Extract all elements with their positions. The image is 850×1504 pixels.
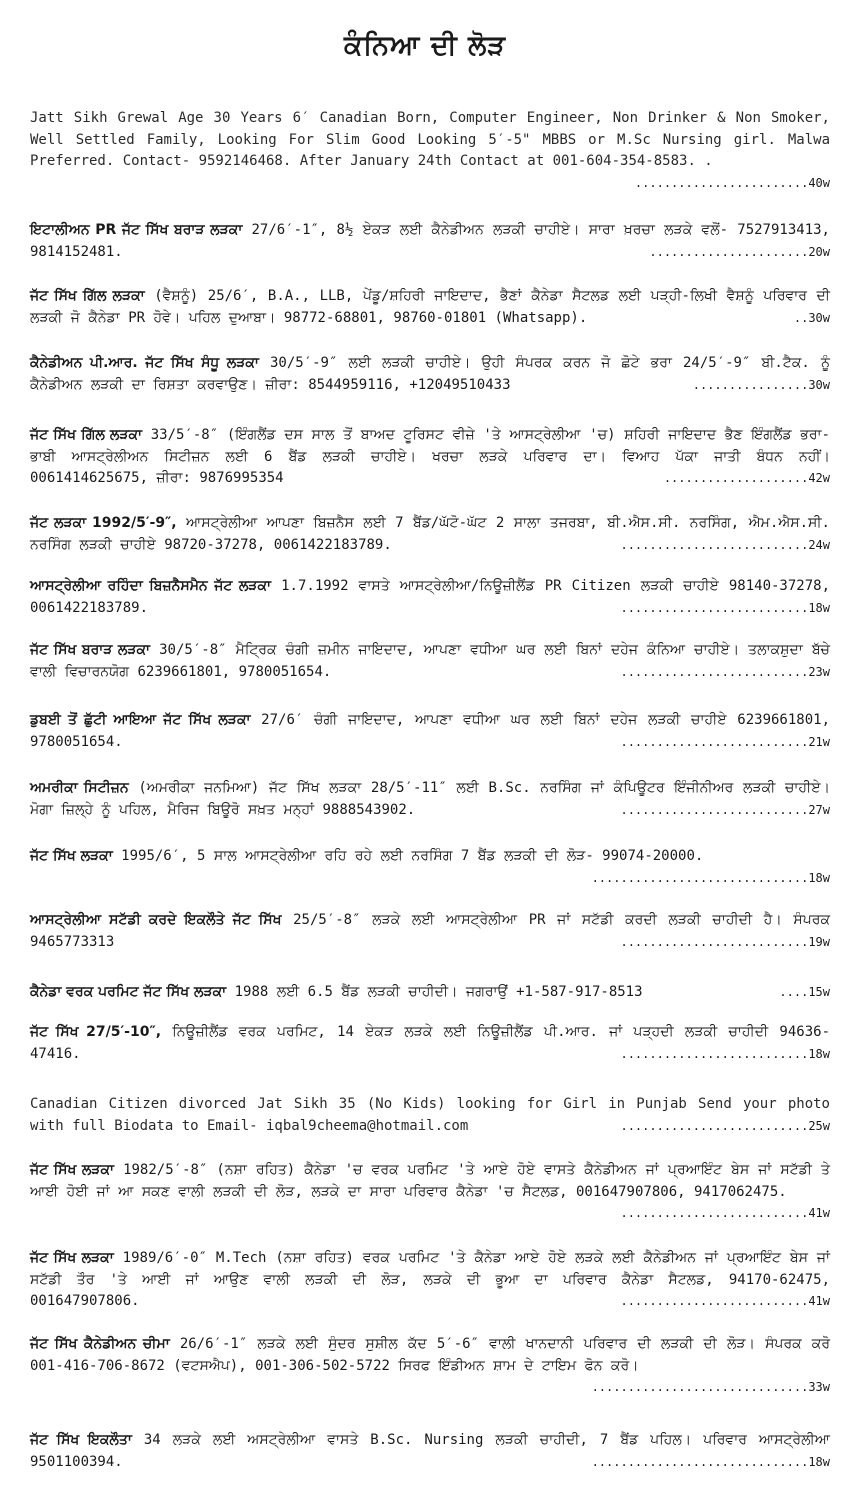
ad-code: ..............................18w xyxy=(591,1454,830,1469)
ad-lead: ਕੈਨੇਡੀਅਨ ਪੀ.ਆਰ. ਜੱਟ ਸਿੱਖ ਸੰਧੂ ਲੜਕਾ xyxy=(30,355,259,371)
ad-body: 34 ਲੜਕੇ ਲਈ ਅਸਟ੍ਰੇਲੀਆ ਵਾਸਤੇ B.Sc. Nursing ਲੜਕੀ ਚਾਹੀਦੀ, 7 ਬੈਂਡ ਪਹਿਲ। ਪਰਿਵਾਰ ਆਸਟ੍ਰੇਲੀਆ 9501100394. xyxy=(30,1432,830,1470)
ad-code: ..........................27w xyxy=(620,802,830,817)
ad-code: ........................40w xyxy=(634,175,830,190)
classified-ad xyxy=(30,846,830,889)
ad-code: ....................42w xyxy=(663,471,830,485)
ad-body: Canadian Citizen divorced Jat Sikh 35 (No Kids) looking for Girl in Punjab Send your photo with full Biodata to Email- iqbal9cheema@hotmail.com xyxy=(30,1096,830,1134)
ad-code: ..........................41w xyxy=(620,1206,830,1220)
ad-lead: ਜੱਟ ਸਿੱਖ ਬਰਾੜ ਲੜਕਾ xyxy=(30,642,151,658)
ad-body: 1982/5′-8″ (ਨਸ਼ਾ ਰਹਿਤ) ਕੈਨੇਡਾ 'ਚ ਵਰਕ ਪਰਮਿਟ 'ਤੇ ਆਏ ਹੋਏ ਵਾਸਤੇ ਕੈਨੇਡੀਅਨ ਜਾਂ ਪ੍ਰਆਇੰਟ ਬੇਸ ਜਾਂ ਸਟੱਡੀ ਤੇ ਆਈ ਹੋਈ ਜਾਂ ਆ ਸਕਣ ਵਾਲੀ ਲੜਕੀ ਦੀ ਲੋੜ, ਲੜਕੇ ਦਾ ਸਾਰਾ ਪਰਿਵਾਰ ਕੈਨੇਡਾ 'ਚ ਸੈਟਲਡ, 001647907806, 9417062475. xyxy=(30,1162,831,1200)
classified-ad xyxy=(30,513,830,556)
ad-code: ..........................21w xyxy=(620,734,830,749)
ad-code: ..............................33w xyxy=(591,1380,830,1394)
classified-ad xyxy=(30,353,830,396)
ad-lead: ਇਟਾਲੀਅਨ PR ਜੱਟ ਸਿੱਖ ਬਰਾੜ ਲੜਕਾ xyxy=(30,222,243,238)
ad-lead: ਜੱਟ ਸਿੱਖ ਲੜਕਾ xyxy=(30,1250,114,1266)
classified-ad xyxy=(30,778,830,821)
ad-lead: ਜੱਟ ਲੜਕਾ 1992/5′-9″, xyxy=(30,515,177,531)
ad-body: (ਵੈਸ਼ਨੂੰ) 25/6′, B.A., LLB, ਪੇਂਡੂ/ਸ਼ਹਿਰੀ ਜਾਇਦਾਦ, ਭੈਣਾਂ ਕੈਨੇਡਾ ਸੈਟਲਡ ਲਈ ਪੜ੍ਹੀ-ਲਿਖੀ ਵੈਸ਼ਨੂੰ ਪਰਿਵਾਰ ਦੀ ਲੜਕੀ ਜੋ ਕੈਨੇਡਾ PR ਹੋਵੇ। ਪਹਿਲ ਦੁਆਬਾ। 98772-68801, 98760-01801 (Whatsapp). xyxy=(30,288,830,326)
ad-lead: ਜੱਟ ਸਿੱਖ 27/5′-10″, xyxy=(30,1024,162,1040)
classified-ad xyxy=(30,1094,830,1137)
ad-lead: ਡੁਬਈ ਤੋਂ ਛੁੱਟੀ ਆਇਆ ਜੱਟ ਸਿੱਖ ਲੜਕਾ xyxy=(30,712,251,728)
classified-ad xyxy=(30,1248,830,1313)
classified-ad xyxy=(30,710,830,753)
ad-code: ....15w xyxy=(779,985,830,999)
classified-ad xyxy=(30,1430,830,1473)
ad-lead: ਜੱਟ ਸਿੱਖ ਇਕਲੌਤਾ xyxy=(30,1432,132,1448)
ad-body: Jatt Sikh Grewal Age 30 Years 6′ Canadian Born, Computer Engineer, Non Drinker & Non Smoker, Well Settled Family, Looking For Slim Good Looking 5′-5" MBBS or M.Sc Nursing girl. Malwa Preferred. Contact- 9592146468. After January 24th Contact at 001-604-354-8583. . xyxy=(30,110,830,169)
ad-lead: ਜੱਟ ਸਿੱਖ ਗਿੱਲ ਲੜਕਾ xyxy=(30,288,145,304)
ad-code: ..........................25w xyxy=(620,1118,830,1133)
ad-body: (ਅਮਰੀਕਾ ਜਨਮਿਆ) ਜੱਟ ਸਿੱਖ ਲੜਕਾ 28/5′-11″ ਲਈ B.Sc. ਨਰਸਿੰਗ ਜਾਂ ਕੰਪਿਊਟਰ ਇੰਜੀਨੀਅਰ ਲੜਕੀ ਚਾਹੀਏ। ਮੋਗਾ ਜ਼ਿਲ੍ਹੇ ਨੂੰ ਪਹਿਲ, ਮੈਰਿਜ ਬਿਊਰੋ ਸਖ਼ਤ ਮਨ੍ਹਾਂ 9888543902. xyxy=(30,780,830,818)
page-title: ਕੰਨਿਆ ਦੀ ਲੋੜ xyxy=(343,30,507,61)
ad-code: ..........................18w xyxy=(620,1046,830,1061)
ad-lead: ਜੱਟ ਸਿੱਖ ਲੜਕਾ xyxy=(30,1162,115,1178)
ad-code: ......................20w xyxy=(649,244,830,259)
ad-lead: ਜੱਟ ਸਿੱਖ ਲੜਕਾ xyxy=(30,848,113,864)
classified-ad xyxy=(30,576,830,619)
ad-lead: ਆਸਟ੍ਰੇਲੀਆ ਸਟੱਡੀ ਕਰਦੇ ਇਕਲੌਤੇ ਜੱਟ ਸਿੱਖ xyxy=(30,912,282,928)
classified-ad xyxy=(30,982,830,1004)
classified-ad xyxy=(30,1160,830,1225)
classified-ad xyxy=(30,220,830,263)
ad-body: 1.7.1992 ਵਾਸਤੇ ਆਸਟ੍ਰੇਲੀਆ/ਨਿਊਜ਼ੀਲੈਂਡ PR Citizen ਲੜਕੀ ਚਾਹੀਏ 98140-37278, 0061422183789. xyxy=(30,578,830,616)
ad-body: 30/5′-8″ ਮੈਟ੍ਰਿਕ ਚੰਗੀ ਜ਼ਮੀਨ ਜਾਇਦਾਦ, ਆਪਣਾ ਵਧੀਆ ਘਰ ਲਈ ਬਿਨਾਂ ਦਹੇਜ ਕੰਨਿਆ ਚਾਹੀਏ। ਤਲਾਕਸ਼ੁਦਾ ਬੱਚੇ ਵਾਲੀ ਵਿਚਾਰਨਯੋਗ 6239661801, 9780051654. xyxy=(30,642,830,680)
ad-code: ................30w xyxy=(692,377,830,392)
ad-code: ..........................19w xyxy=(620,934,830,949)
ad-code: ..........................41w xyxy=(620,1294,830,1308)
ad-lead: ਜੱਟ ਸਿੱਖ ਕੈਨੇਡੀਅਨ ਚੀਮਾ xyxy=(30,1336,170,1352)
classified-ad xyxy=(30,108,830,194)
ad-code: ..30w xyxy=(793,310,830,325)
classified-ad xyxy=(30,640,830,683)
classified-ad xyxy=(30,1334,830,1399)
ad-lead: ਆਸਟ੍ਰੇਲੀਆ ਰਹਿੰਦਾ ਬਿਜ਼ਨੈਸਮੈਨ ਜੱਟ ਲੜਕਾ xyxy=(30,578,272,594)
ad-code: ..........................24w xyxy=(620,537,830,552)
ad-code: ..........................23w xyxy=(620,664,830,679)
ad-code: ..............................18w xyxy=(591,870,830,885)
ad-body: 30/5′-9″ ਲਈ ਲੜਕੀ ਚਾਹੀਏ। ਉਹੀ ਸੰਪਰਕ ਕਰਨ ਜੋ ਛੋਟੇ ਭਰਾ 24/5′-9″ ਬੀ.ਟੈਕ. ਨੂੰ ਕੈਨੇਡੀਅਨ ਲੜਕੀ ਦਾ ਰਿਸ਼ਤਾ ਕਰਵਾਉਣ। ਜ਼ੀਰਾ: 8544959116, +12049510433 xyxy=(30,355,830,393)
ad-body: ਨਿਊਜ਼ੀਲੈਂਡ ਵਰਕ ਪਰਮਿਟ, 14 ਏਕੜ ਲੜਕੇ ਲਈ ਨਿਊਜ਼ੀਲੈਂਡ ਪੀ.ਆਰ. ਜਾਂ ਪੜ੍ਹਦੀ ਲੜਕੀ ਚਾਹੀਦੀ 94636-47416. xyxy=(30,1024,830,1062)
ad-body: ਆਸਟ੍ਰੇਲੀਆ ਆਪਣਾ ਬਿਜ਼ਨੈਸ ਲਈ 7 ਬੈਂਡ/ਘੱਟੋ-ਘੱਟ 2 ਸਾਲਾ ਤਜਰਬਾ, ਬੀ.ਐਸ.ਸੀ. ਨਰਸਿੰਗ, ਐਮ.ਐਸ.ਸੀ. ਨਰਸਿੰਗ ਲੜਕੀ ਚਾਹੀਏ 98720-37278, 0061422183789. xyxy=(30,515,830,553)
ad-lead: ਅਮਰੀਕਾ ਸਿਟੀਜ਼ਨ xyxy=(30,780,129,796)
ad-body: 1995/6′, 5 ਸਾਲ ਆਸਟ੍ਰੇਲੀਆ ਰਹਿ ਰਹੇ ਲਈ ਨਰਸਿੰਗ 7 ਬੈਂਡ ਲੜਕੀ ਦੀ ਲੋੜ- 99074-20000. xyxy=(112,848,704,864)
classified-ad xyxy=(30,425,830,490)
ad-body: 1988 ਲਈ 6.5 ਬੈਂਡ ਲੜਕੀ ਚਾਹੀਦੀ। ਜਗਰਾਉਂ +1-587-917-8513 xyxy=(226,984,643,1000)
classified-ad xyxy=(30,910,830,953)
ad-body: 27/6′ ਚੰਗੀ ਜਾਇਦਾਦ, ਆਪਣਾ ਵਧੀਆ ਘਰ ਲਈ ਬਿਨਾਂ ਦਹੇਜ ਲੜਕੀ ਚਾਹੀਏ 6239661801, 9780051654. xyxy=(30,712,830,750)
ad-body: 33/5′-8″ (ਇੰਗਲੈਂਡ ਦਸ ਸਾਲ ਤੋਂ ਬਾਅਦ ਟੂਰਿਸਟ ਵੀਜ਼ੇ 'ਤੇ ਆਸਟ੍ਰੇਲੀਆ 'ਚ) ਸ਼ਹਿਰੀ ਜਾਇਦਾਦ ਭੈਣ ਇੰਗਲੈਂਡ ਭਰਾ-ਭਾਬੀ ਆਸਟ੍ਰੇਲੀਅਨ ਸਿਟੀਜ਼ਨ ਲਈ 6 ਬੈਂਡ ਲੜਕੀ ਚਾਹੀਏ। ਖਰਚਾ ਲੜਕੇ ਪਰਿਵਾਰ ਦਾ। ਵਿਆਹ ਪੱਕਾ ਜਾਤੀ ਬੰਧਨ ਨਹੀਂ। 0061414625675, ਜ਼ੀਰਾ: 9876995354 xyxy=(30,427,830,486)
ad-body: 1989/6′-0″ M.Tech (ਨਸ਼ਾ ਰਹਿਤ) ਵਰਕ ਪਰਮਿਟ 'ਤੇ ਕੈਨੇਡਾ ਆਏ ਹੋਏ ਲੜਕੇ ਲਈ ਕੈਨੇਡੀਅਨ ਜਾਂ ਪ੍ਰਆਇੰਟ ਬੇਸ ਜਾਂ ਸਟੱਡੀ ਤੌਰ 'ਤੇ ਆਈ ਜਾਂ ਆਉਣ ਵਾਲੀ ਲੜਕੀ ਦੀ ਲੋੜ, ਲੜਕੇ ਦੀ ਭੂਆ ਦਾ ਪਰਿਵਾਰ ਕੈਨੇਡਾ ਸੈਟਲਡ, 94170-62475, 001647907806. xyxy=(30,1250,831,1309)
ad-body: 26/6′-1″ ਲੜਕੇ ਲਈ ਸੁੰਦਰ ਸੁਸ਼ੀਲ ਕੱਦ 5′-6″ ਵਾਲੀ ਖਾਨਦਾਨੀ ਪਰਿਵਾਰ ਦੀ ਲੜਕੀ ਦੀ ਲੋੜ। ਸੰਪਰਕ ਕਰੋ 001-416-706-8672 (ਵਟਸਐਪ), 001-306-502-5722 ਸਿਰਫ ਇੰਡੀਅਨ ਸ਼ਾਮ ਦੇ ਟਾਇਮ ਫੋਨ ਕਰੋ। xyxy=(30,1336,830,1374)
classified-ad xyxy=(30,286,830,329)
ad-code: ..........................18w xyxy=(620,600,830,615)
classified-ad xyxy=(30,1022,830,1065)
ad-body: 25/5′-8″ ਲੜਕੇ ਲਈ ਆਸਟ੍ਰੇਲੀਆ PR ਜਾਂ ਸਟੱਡੀ ਕਰਦੀ ਲੜਕੀ ਚਾਹੀਦੀ ਹੈ। ਸੰਪਰਕ 9465773313 xyxy=(30,912,830,950)
ad-lead: ਜੱਟ ਸਿੱਖ ਗਿੱਲ ਲੜਕਾ xyxy=(30,427,143,443)
ad-lead: ਕੈਨੇਡਾ ਵਰਕ ਪਰਮਿਟ ਜੱਟ ਸਿੱਖ ਲੜਕਾ xyxy=(30,984,227,1000)
ad-body: 27/6′-1″, 8½ ਏਕੜ ਲਈ ਕੈਨੇਡੀਅਨ ਲੜਕੀ ਚਾਹੀਏ। ਸਾਰਾ ਖ਼ਰਚਾ ਲੜਕੇ ਵਲੋਂ- 7527913413, 9814152481. xyxy=(30,222,830,260)
